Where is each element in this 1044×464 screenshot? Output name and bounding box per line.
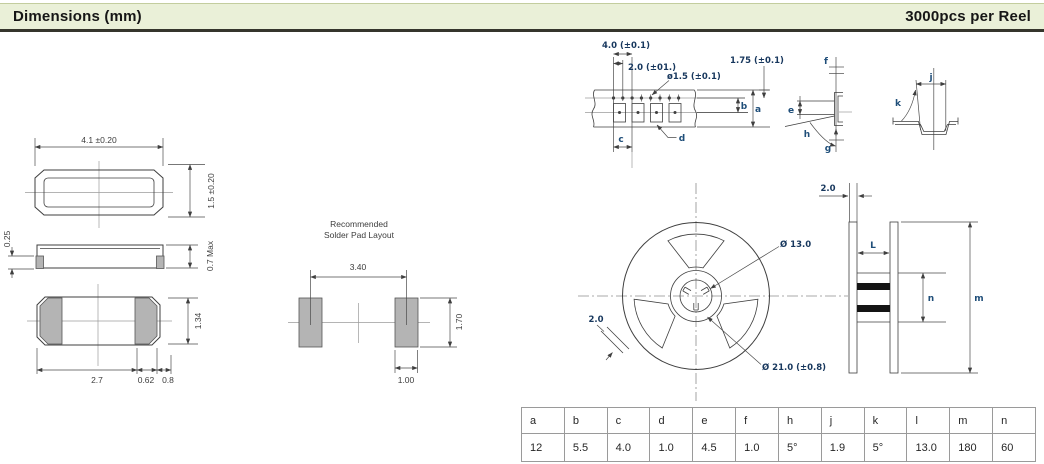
tape-label-g: g (824, 144, 832, 154)
pocket-section-view (893, 68, 958, 150)
tape-label-h: h (803, 130, 811, 140)
bottom-view-pad-dim: 0.62 (137, 375, 155, 385)
tape-label-j: j (929, 73, 933, 83)
tape-hole-pitch-dim: 2.0 (±01.) (628, 63, 676, 73)
value-cell: 1.9 (821, 434, 864, 462)
bottom-view-end-dim: 0.8 (162, 375, 174, 385)
header-cell: d (650, 408, 693, 434)
solder-pad-title-line2: Solder Pad Layout (324, 230, 394, 240)
bottom-view-width-dim: 1.34 (193, 312, 203, 330)
side-view-height-dim: 0.7 Max (205, 240, 215, 272)
reel-front-view (578, 183, 848, 401)
tape-label-a: a (754, 105, 762, 115)
header-cell: m (950, 408, 993, 434)
tape-section-view (785, 57, 852, 154)
tape-label-c: c (618, 135, 624, 145)
reel-quantity-label: 3000pcs per Reel (905, 8, 1031, 25)
value-cell: 12 (522, 434, 565, 462)
header-cell: n (993, 408, 1036, 434)
reel-label-n: n (927, 294, 935, 304)
component-bottom-view (27, 284, 203, 385)
spec-table-value-row (522, 434, 1036, 462)
value-cell: 60 (993, 434, 1036, 462)
reel-hub-bar (857, 283, 890, 290)
value-cell: 4.0 (607, 434, 650, 462)
solder-pad-pitch-dim: 3.40 (349, 262, 367, 272)
tape-label-f: f (824, 57, 828, 67)
component-top-view (25, 135, 216, 228)
header-cell: k (864, 408, 907, 434)
tape-label-k: k (895, 99, 901, 109)
reel-label-m: m (974, 294, 984, 304)
reel-spec-table (521, 407, 1036, 462)
header-cell: a (522, 408, 565, 434)
side-view-pad-thickness-dim: 0.25 (2, 230, 12, 248)
value-cell: 1.0 (736, 434, 779, 462)
tape-hole-dia-dim: ø1.5 (±0.1) (667, 72, 721, 82)
tape-edge-margin-dim: 1.75 (±0.1) (730, 56, 784, 66)
header-cell: h (778, 408, 821, 434)
header-cell: c (607, 408, 650, 434)
top-view-height-dim: 1.5 ±0.20 (206, 173, 216, 209)
component-side-view (2, 230, 215, 278)
reel-hub-bar (857, 305, 890, 312)
spec-table-header-row (522, 408, 1036, 434)
value-cell: 180 (950, 434, 993, 462)
top-view-width-dim: 4.1 ±0.20 (81, 135, 117, 145)
solder-pad-title-line1: Recommended (330, 219, 388, 229)
page-title: Dimensions (mm) (13, 8, 142, 25)
header-cell: f (736, 408, 779, 434)
bottom-view-length-dim: 2.7 (91, 375, 103, 385)
reel-ring-dia-dim: Ø 21.0 (±0.8) (762, 363, 827, 373)
value-cell: 5° (864, 434, 907, 462)
value-cell: 5° (778, 434, 821, 462)
header-cell: e (693, 408, 736, 434)
tape-label-d: d (678, 134, 686, 144)
solder-pad-layout (288, 219, 464, 385)
value-cell: 13.0 (907, 434, 950, 462)
tape-label-b: b (740, 102, 748, 112)
reel-hub-dia-dim: Ø 13.0 (780, 240, 812, 250)
reel-slot-width-dim: 2.0 (588, 315, 604, 325)
header-cell: j (821, 408, 864, 434)
solder-pad-width-dim: 1.00 (397, 375, 415, 385)
tape-pocket-pitch-dim: 4.0 (±0.1) (602, 41, 650, 51)
solder-pad-height-dim: 1.70 (454, 313, 464, 331)
value-cell: 4.5 (693, 434, 736, 462)
header-cell: l (907, 408, 950, 434)
value-cell: 1.0 (650, 434, 693, 462)
tape-top-view (585, 41, 784, 168)
reel-side-view (819, 183, 984, 373)
tape-label-e: e (787, 106, 795, 116)
reel-label-l: L (870, 241, 876, 251)
value-cell: 5.5 (564, 434, 607, 462)
reel-flange-thickness-dim: 2.0 (820, 184, 836, 194)
header-cell: b (564, 408, 607, 434)
